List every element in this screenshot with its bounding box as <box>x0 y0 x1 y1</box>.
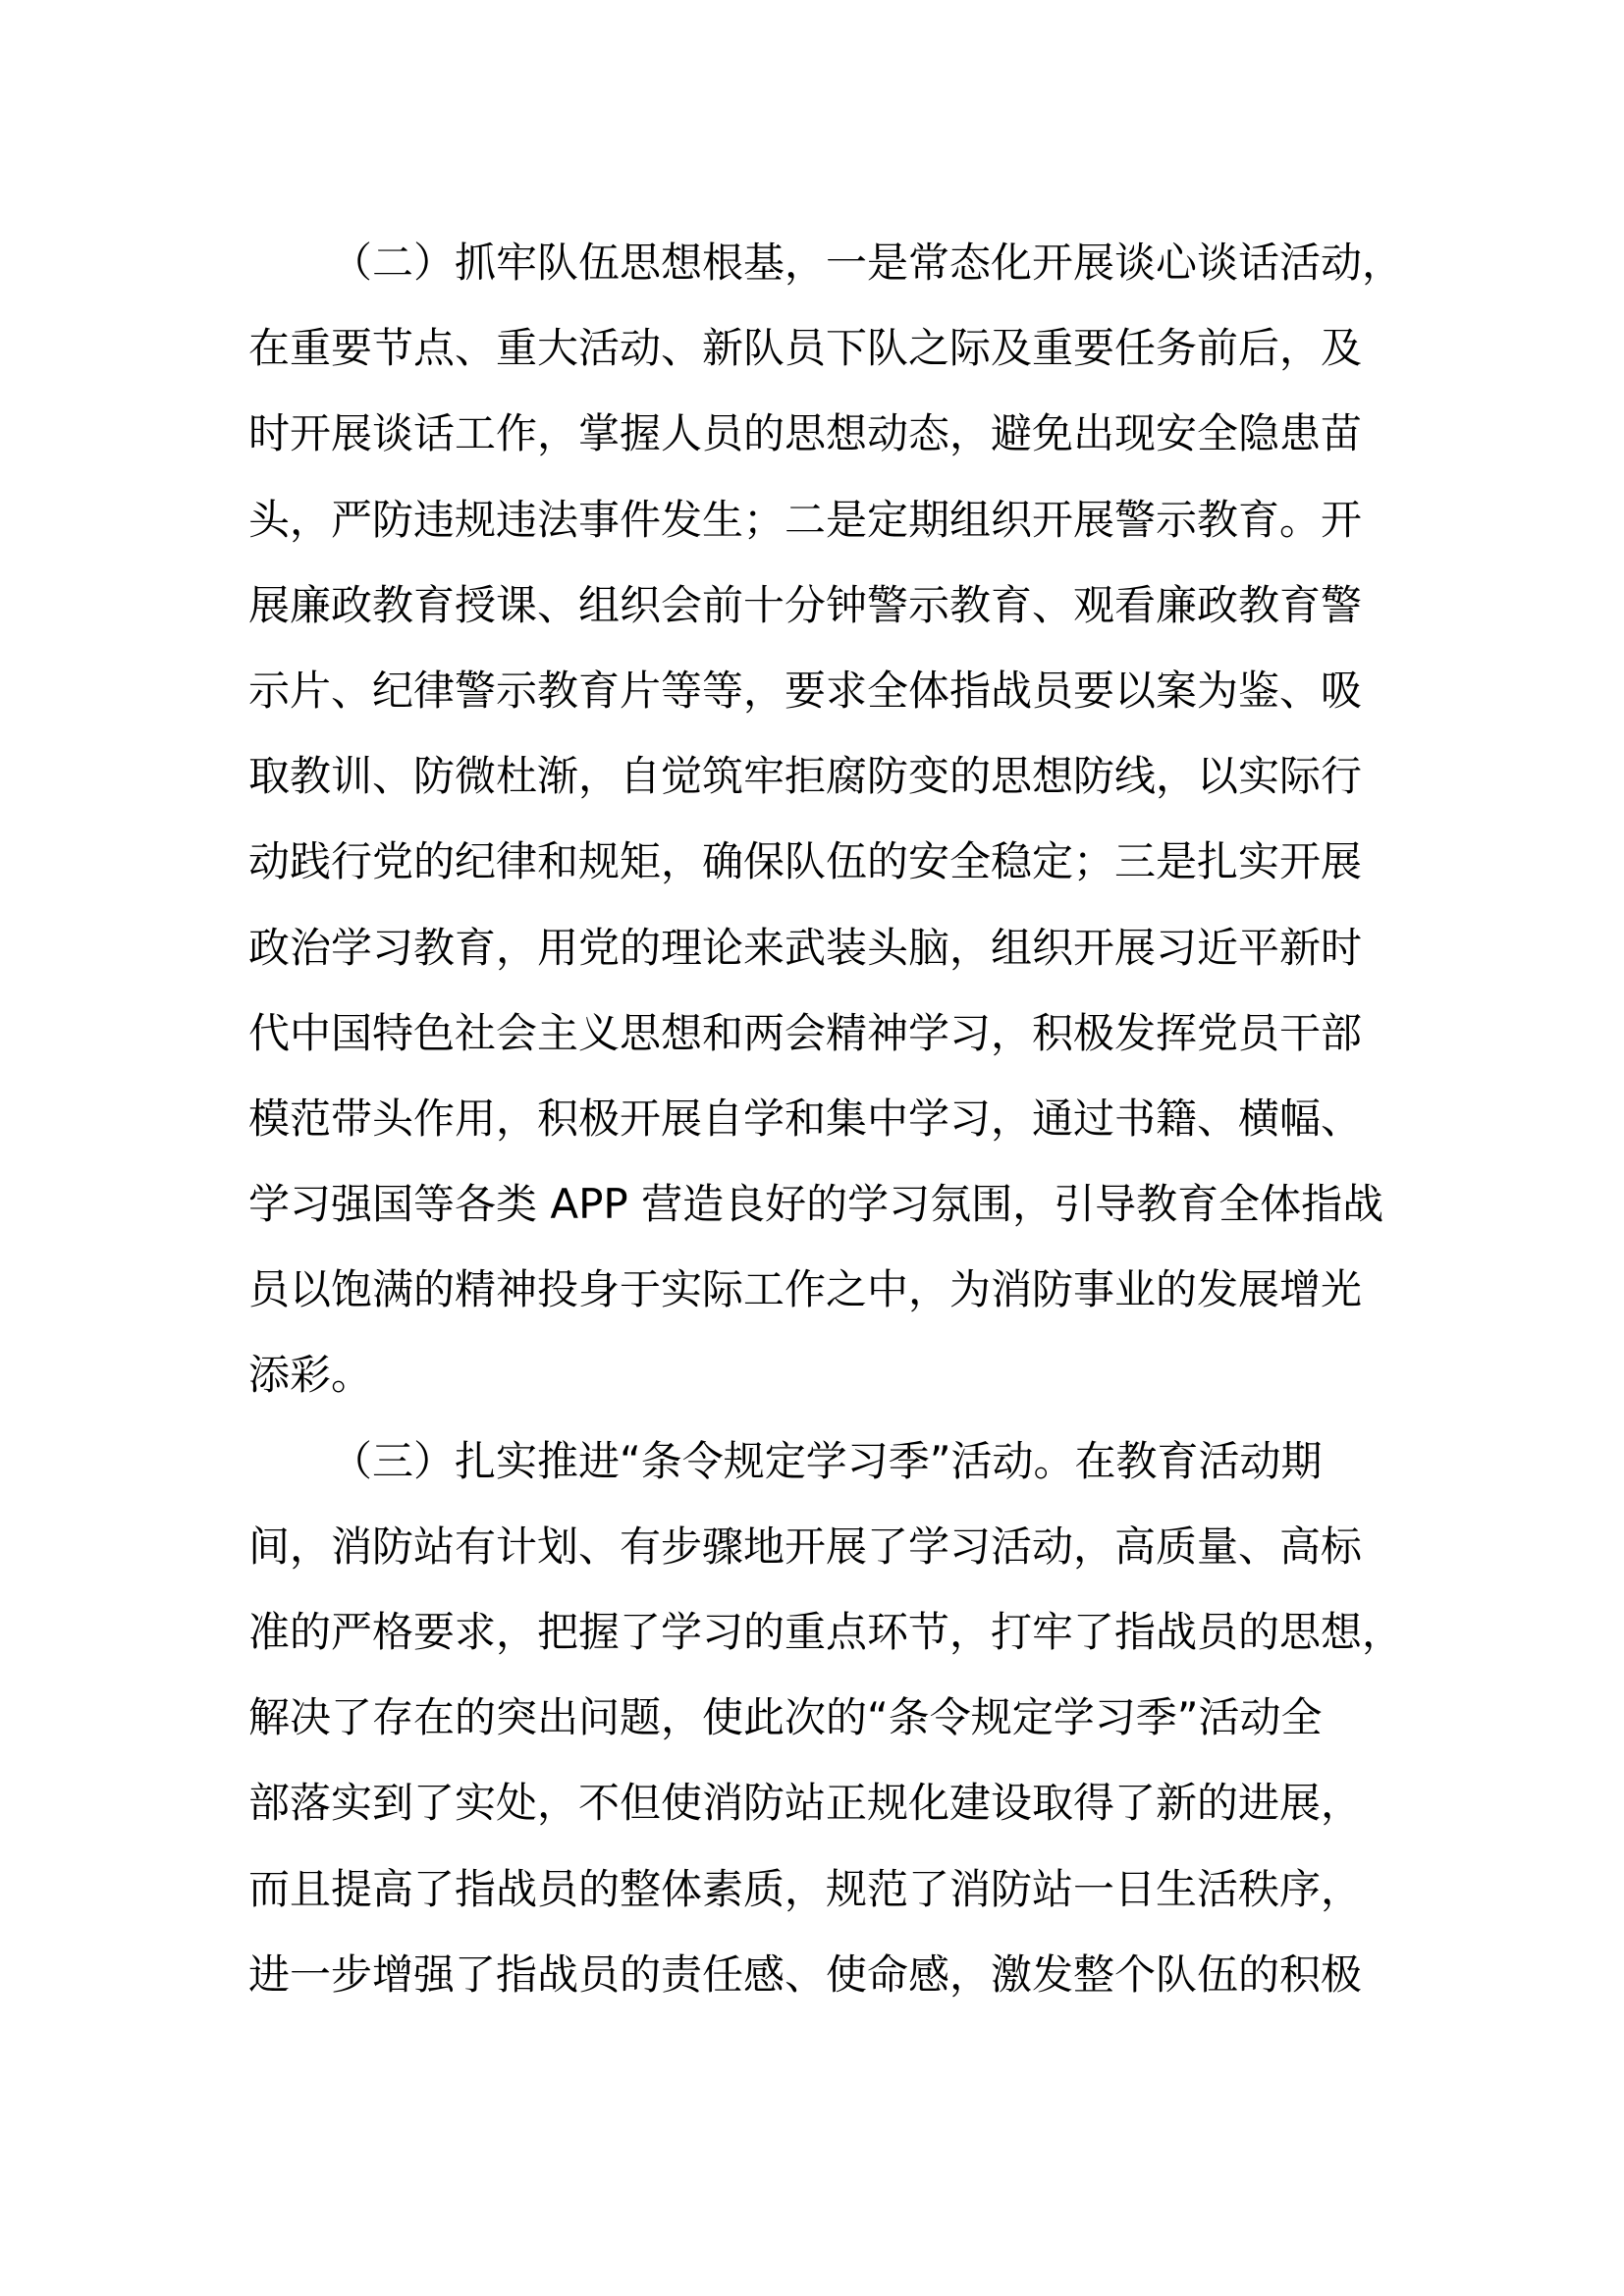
text-line: 员以饱满的精神投身于实际工作之中，为消防事业的发展增光 <box>248 1265 1363 1314</box>
paragraph-2 <box>248 220 1402 1418</box>
text-line: 在重要节点、重大活动、新队员下队之际及重要任务前后，及 <box>248 324 1363 373</box>
text-line: 进一步增强了指战员的责任感、使命感，激发整个队伍的积极 <box>248 1949 1363 1999</box>
text-line: （二）抓牢队伍思想根基，一是常态化开展谈心谈话活动， <box>331 239 1404 287</box>
paragraph-3 <box>248 1418 1402 2017</box>
text-line: 头，严防违规违法事件发生；二是定期组织开展警示教育。开 <box>248 495 1363 544</box>
text-line: 准的严格要求，把握了学习的重点环节，打牢了指战员的思想， <box>248 1608 1404 1656</box>
text-line: 学习强国等各类 APP 营造良好的学习氛围，引导教育全体指战 <box>248 1180 1384 1229</box>
text-line: （三）扎实推进“条令规定学习季”活动。在教育活动期 <box>331 1436 1323 1485</box>
text-line: 代中国特色社会主义思想和两会精神学习，积极发挥党员干部 <box>248 1008 1363 1057</box>
text-line: 时开展谈话工作，掌握人员的思想动态，避免出现安全隐患苗 <box>248 409 1363 458</box>
text-line: 政治学习教育，用党的理论来武装头脑，组织开展习近平新时 <box>248 923 1363 972</box>
document-page <box>248 220 1402 2017</box>
text-line: 展廉政教育授课、组织会前十分钟警示教育、观看廉政教育警 <box>248 580 1363 629</box>
text-line: 示片、纪律警示教育片等等，要求全体指战员要以案为鉴、吸 <box>248 666 1363 715</box>
text-line: 部落实到了实处，不但使消防站正规化建设取得了新的进展， <box>248 1779 1363 1828</box>
text-line: 动践行党的纪律和规矩，确保队伍的安全稳定；三是扎实开展 <box>248 837 1363 886</box>
text-line: 而且提高了指战员的整体素质，规范了消防站一日生活秩序， <box>248 1864 1363 1913</box>
text-line: 添彩。 <box>248 1351 373 1400</box>
text-line: 模范带头作用，积极开展自学和集中学习，通过书籍、横幅、 <box>248 1094 1363 1143</box>
text-line: 取教训、防微杜渐，自觉筑牢拒腐防变的思想防线，以实际行 <box>248 752 1363 801</box>
text-line: 间，消防站有计划、有步骤地开展了学习活动，高质量、高标 <box>248 1522 1363 1571</box>
text-line: 解决了存在的突出问题，使此次的“条令规定学习季”活动全 <box>248 1693 1323 1742</box>
